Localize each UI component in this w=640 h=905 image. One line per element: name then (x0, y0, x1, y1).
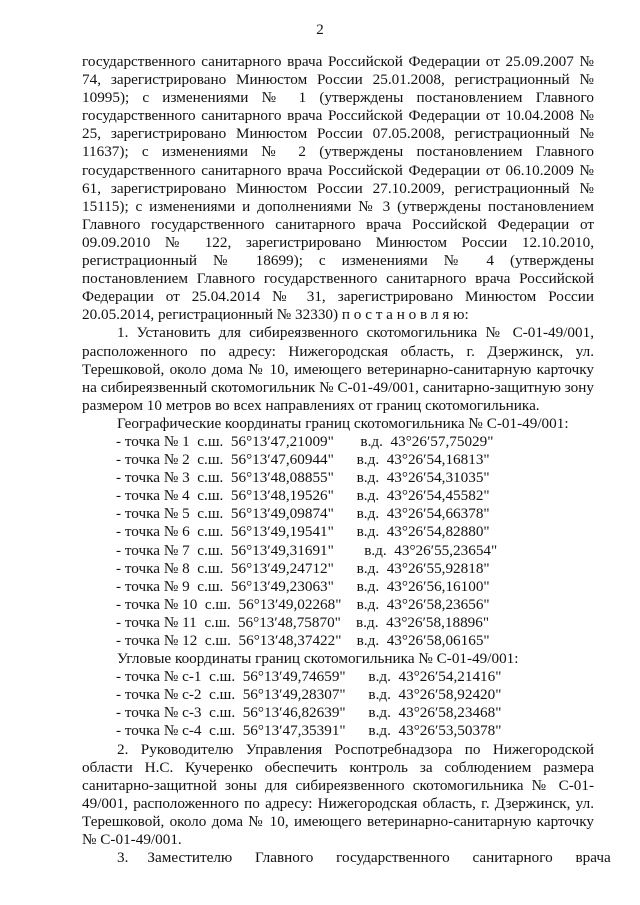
geo-point-8: - точка № 8 с.ш. 56°13′49,24712" в.д. 43°26′55,92818" (116, 559, 490, 577)
geo-point-1: - точка № 1 с.ш. 56°13′47,21009" в.д. 43°26′57,75029" (116, 432, 494, 450)
geo-coordinates-heading: Географические координаты границ скотомогильника № С-01-49/001: (117, 414, 569, 432)
document-body (82, 53, 611, 867)
corner-point-c1: - точка № с-1 с.ш. 56°13′49,74659" в.д. 43°26′54,21416" (116, 668, 502, 686)
geo-point-4: - точка № 4 с.ш. 56°13′48,19526" в.д. 43°26′54,45582" (116, 487, 490, 505)
geo-point-12: - точка № 12 с.ш. 56°13′48,37422" в.д. 43°26′58,06165" (116, 632, 490, 649)
geo-point-2: - точка № 2 с.ш. 56°13′47,60944" в.д. 43°26′54,16813" (116, 451, 490, 469)
intro-paragraph (82, 53, 594, 324)
geo-point-6: - точка № 6 с.ш. 56°13′49,19541" в.д. 43°26′54,82880" (116, 523, 490, 541)
corner-coordinates-heading: Угловые координаты границ скотомогильника № С-01-49/001: (117, 650, 519, 668)
corner-coordinates-list (82, 668, 594, 740)
corner-point-c2: - точка № с-2 с.ш. 56°13′49,28307" в.д. 43°26′58,92420" (116, 686, 502, 704)
item-1-paragraph: 1. Установить для сибиреязвенного скотомогильника № С-01-49/001, расположенного по адресу: Нижегородская область, г. Дзержинск, ул. Терешковой, около дома № 10, имеющего ветеринарно-санитарную карточку на сибиреязвенный скотомогильник № С-01-49/001, санитарно-защитную зону размером 10 метров во всех направлениях от границ скотомогильника. (82, 324, 594, 414)
geo-point-9: - точка № 9 с.ш. 56°13′49,23063" в.д. 43°26′56,16100" (116, 577, 490, 595)
geo-point-7: - точка № 7 с.ш. 56°13′49,31691" в.д. 43°26′55,23654" (116, 541, 498, 559)
corner-point-c4: - точка № с-4 с.ш. 56°13′47,35391" в.д. 43°26′53,50378" (116, 722, 502, 740)
item-2-paragraph: 2. Руководителю Управления Роспотребнадзора по Нижегородской области Н.С. Кучеренко обеспечить контроль за соблюдением размера санитарно-защитной зоны для сибиреязвенного скотомогильника № С-01-49/001, расположенного по адресу: Нижегородская область, г. Дзержинск, ул. Терешковой, около дома № 10, имеющего ветеринарно-санитарную карточку № С-01-49/001. (82, 740, 594, 849)
geo-point-10: - точка № 10 с.ш. 56°13′49,02268" в.д. 43°26′58,23656" (116, 595, 490, 613)
page-number: 2 (316, 22, 324, 38)
geo-coordinates-list (82, 433, 594, 650)
intro-text: государственного санитарного врача Российской Федерации от 25.09.2007 № 74, зарегистрировано Минюстом России 25.01.2008, регистрационный № 10995); с изменениями № 1 (утверждены постановлением Главного государственного санитарного врача Российской Федерации от 10.04.2008 № 25, зарегистрировано Минюстом России 07.05.2008, регистрационный № 11637); с изменениями № 2 (утверждены постановлением Главного государственного санитарного врача Российской Федерации от 06.10.2009 № 61, зарегистрировано Минюстом России 27.10.2009, регистрационный № 15115); с изменениями и дополнениями № 3 (утверждены постановлением Главного государственного санитарного врача Российской Федерации от 09.09.2010 № 122, зарегистрировано Минюстом России 12.10.2010, регистрационный № 18699); с изменениями № 4 (утверждены постановлением Главного государственного санитарного врача Российской Федерации от 25.04.2014 № 31, зарегистрировано Минюстом России 20.05.2014, регистрационный № 32330) (82, 53, 594, 324)
corner-point-c3: - точка № с-3 с.ш. 56°13′46,82639" в.д. 43°26′58,23468" (116, 704, 502, 722)
geo-point-3: - точка № 3 с.ш. 56°13′48,08855" в.д. 43°26′54,31035" (116, 469, 490, 487)
item-3-start: 3. Заместителю Главного государственного санитарного врача (117, 849, 611, 867)
geo-point-11: - точка № 11 с.ш. 56°13′48,75870" в.д. 43°26′58,18896" (116, 613, 490, 631)
geo-point-5: - точка № 5 с.ш. 56°13′49,09874" в.д. 43°26′54,66378" (116, 505, 490, 523)
resolve-word: п о с т а н о в л я ю: (341, 306, 469, 324)
